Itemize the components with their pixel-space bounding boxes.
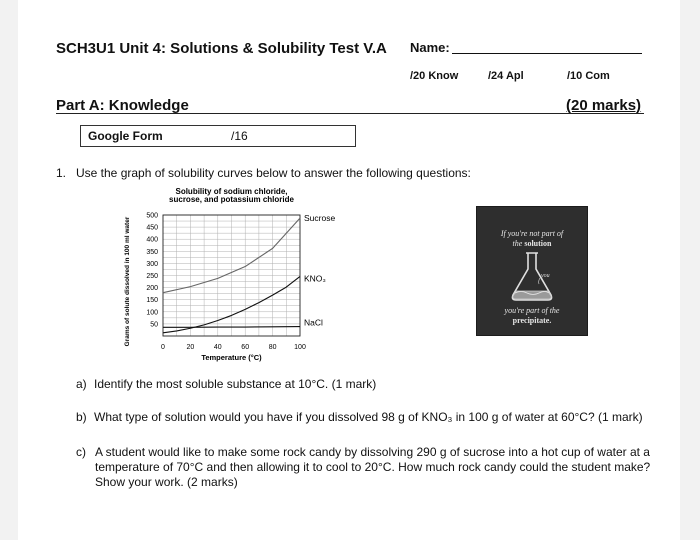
chart-y-tick-label: 450 [146,224,158,232]
chart-series-label: KNO₃ [304,273,326,284]
poster-line3: you're part of the [504,306,560,315]
chart-y-tick-label: 50 [150,321,158,329]
flask-label: you [541,273,550,279]
chart-y-tick-label: 500 [146,212,158,220]
solubility-chart [100,182,340,382]
google-form-box [80,125,356,147]
poster-line4: precipitate. [512,316,552,325]
poster-top-text [477,229,587,249]
google-form-label: Google Form [88,129,163,143]
test-title: SCH3U1 Unit 4: Solutions & Solubility Test V.A [56,40,387,57]
score-apl: /24 Apl [488,70,524,82]
chart-series-label: Sucrose [304,213,336,224]
sub-question-a-text: Identify the most soluble substance at 10°C. (1 mark) [94,377,377,391]
chart-x-tick-label: 80 [268,344,277,351]
chart-y-tick-label: 150 [146,297,158,305]
chart-title-line1: Solubility of sodium chloride, [175,187,288,196]
score-com: /10 Com [567,70,610,82]
chart-title-line2: sucrose, and potassium chloride [169,195,294,204]
poster-line2-bold: solution [524,239,552,248]
sub-question-c-text: A student would like to make some rock candy by dissolving 290 g of sucrose into a hot cup of water at a temperature of 70°C and then allowing it to cool to 20°C. How much rock candy could the student make? Show your work. (2 marks) [95,445,651,489]
solution-precipitate-poster [476,206,588,336]
name-blank-line [452,53,642,54]
part-a-divider [56,113,644,114]
score-know: /20 Know [410,70,459,82]
chart-y-tick-label: 350 [146,248,158,256]
chart-x-tick-label: 60 [241,344,250,351]
chart-y-tick-label: 100 [146,309,158,317]
test-page [18,0,680,540]
poster-line1: If you're not part of [500,229,564,238]
chart-series-label: NaCl [304,317,323,328]
sub-question-a-label: a) [76,377,87,391]
google-form-score: /16 [231,129,248,143]
chart-y-tick-label: 200 [146,285,158,293]
poster-bottom-text [477,306,587,326]
sub-question-b-label: b) [76,410,87,424]
chart-y-tick-label: 300 [146,260,158,268]
chart-y-tick-label: 250 [146,273,158,280]
chart-x-tick-label: 40 [213,344,222,351]
sub-question-b-text: What type of solution would you have if you dissolved 98 g of KNO₃ in 100 g of water at 60°C? (1 mark) [94,410,643,424]
flask-icon [507,251,557,303]
chart-x-tick-label: 20 [186,344,195,351]
question-1 [56,166,471,180]
part-a-title: Part A: Knowledge [56,97,189,114]
sub-question-a [76,377,376,391]
chart-x-axis-label: Temperature (°C) [201,353,262,362]
chart-y-axis-label: Grams of solute dissolved in 100 ml water [124,216,131,347]
chart-series-nacl [163,327,300,328]
question-1-text: Use the graph of solubility curves below to answer the following questions: [76,166,471,180]
poster-line2-prefix: the [512,239,523,248]
part-a-marks: (20 marks) [566,97,642,114]
sub-question-c-label: c) [76,445,86,459]
question-1-number: 1. [56,166,67,180]
chart-x-tick-label: 0 [161,344,165,351]
chart-x-tick-label: 100 [294,344,306,351]
chart-y-tick-label: 400 [146,236,158,244]
sub-question-b [76,410,643,424]
name-label: Name: [410,40,450,55]
